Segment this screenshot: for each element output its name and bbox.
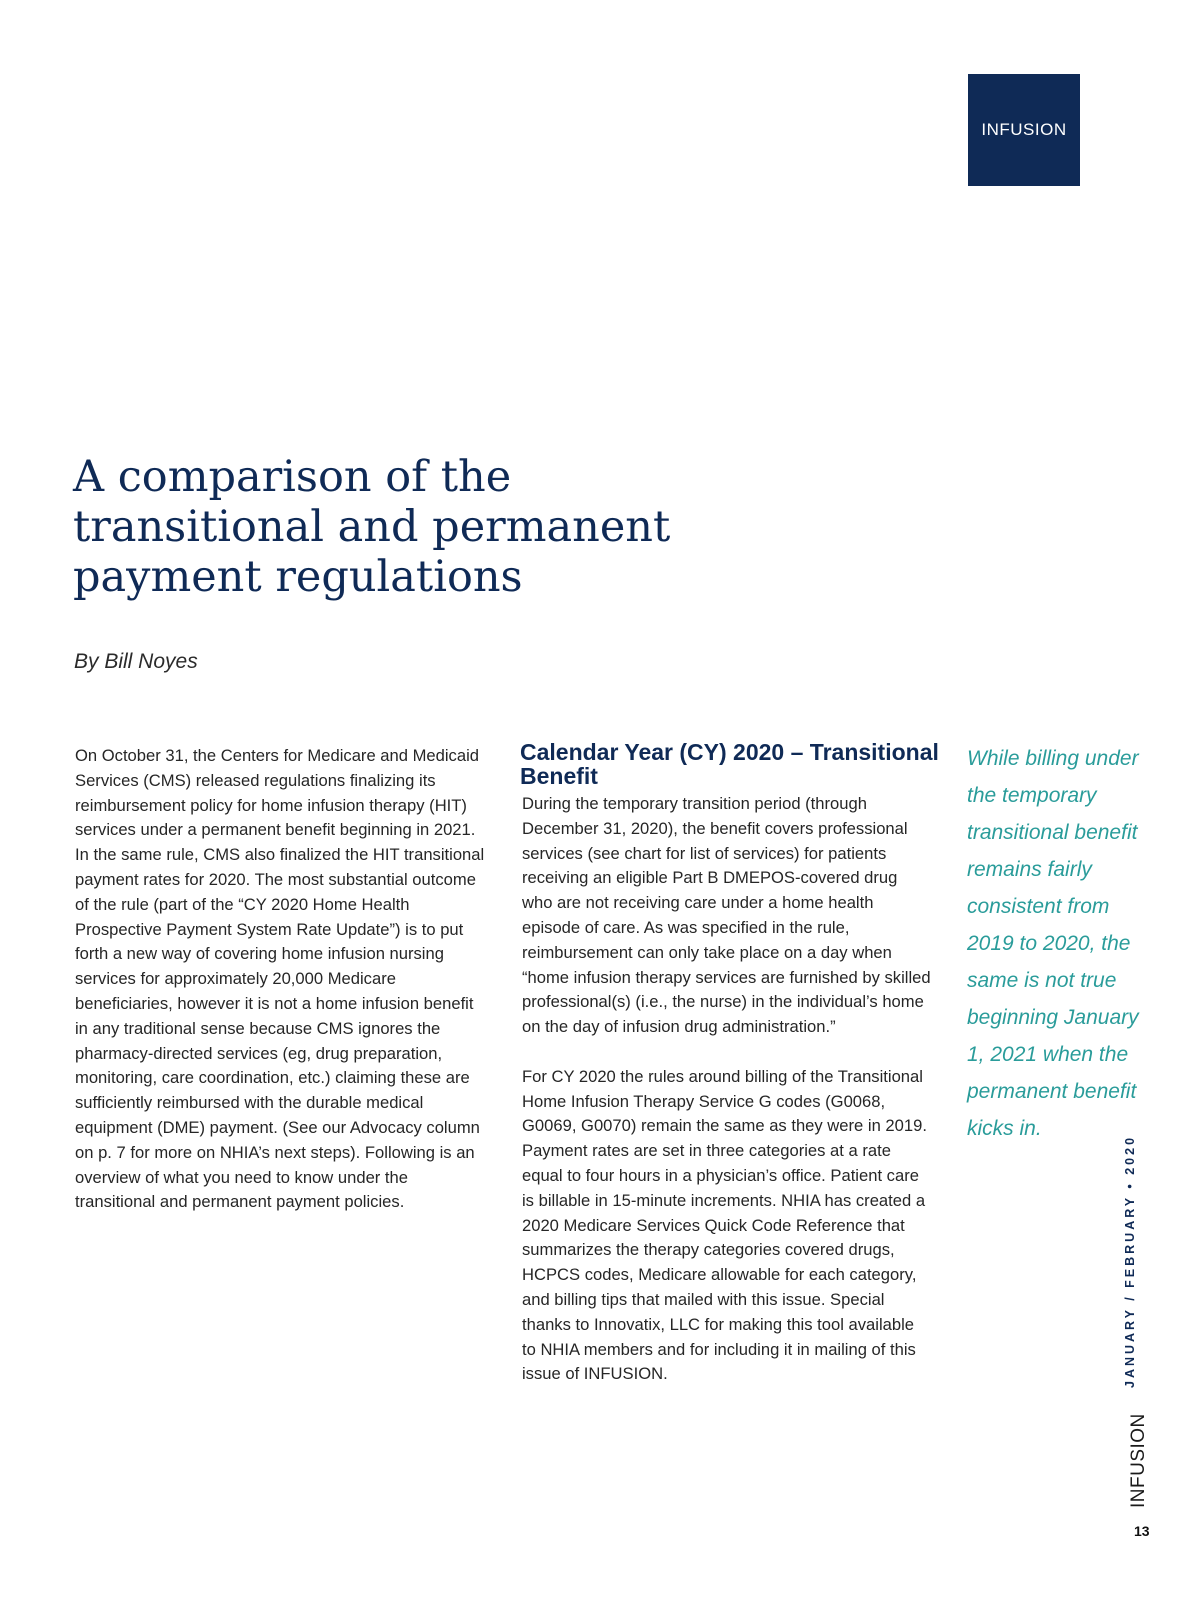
section-paragraph-1: During the temporary transition period (through December 31, 2020), the benefit covers professional services (see chart for list of services) for patients receiving an eligible Part B DMEPOS-covered drug who are not receiving care under a home health episode of care. As was specified in the rule, reimbursement can only take place on a day when “home infusion therapy services are furnished by skilled professional(s) (i.e., the nurse) in the individual’s home on the day of infusion drug administration.” <box>522 794 931 1037</box>
section-paragraph-2: For CY 2020 the rules around billing of the Transitional Home Infusion Therapy Service G codes (G0068, G0069, G0070) remain the same as they were in 2019. Payment rates are set in three categories at a rate equal to four hours in a physician’s office. Patient care is billable in 15-minute increments. NHIA has created a 2020 Medicare Services Quick Code Reference that summarizes the therapy categories covered drugs, HCPCS codes, Medicare allowable for each category, and billing tips that mailed with this issue. Special thanks to Innovatix, LLC for making this tool available to NHIA members and for including it in mailing of this issue of INFUSION. <box>522 1066 927 1384</box>
issue-date-text: JANUARY / FEBRUARY • 2020 <box>1123 1134 1137 1388</box>
section-heading: Calendar Year (CY) 2020 – Transitional Benefit <box>520 739 939 789</box>
byline: By Bill Noyes <box>74 650 198 673</box>
article-title: A comparison of the transitional and permanent payment regulations <box>73 452 671 602</box>
masthead-logo <box>968 74 1080 186</box>
footer-logo-text: INFUSION <box>1128 1413 1149 1508</box>
intro-column <box>75 744 485 1215</box>
logo-text: INFUSION <box>981 120 1067 139</box>
pull-quote: While billing under the temporary transitional benefit remains fairly consistent from 2019 to 2020, the same is not true beginning January 1, 2021 when the permanent benefit kicks in. <box>967 747 1139 1140</box>
section-column <box>522 792 932 1387</box>
page-number: 13 <box>1134 1523 1150 1539</box>
intro-paragraph: On October 31, the Centers for Medicare and Medicaid Services (CMS) released regulations finalizing its reimbursement policy for home infusion therapy (HIT) services under a permanent benefit beginning in 2021. In the same rule, CMS also finalized the HIT transitional payment rates for 2020. The most substantial outcome of the rule (part of the “CY 2020 Home Health Prospective Payment System Rate Update”) is to put forth a new way of covering home infusion nursing services for approximately 20,000 Medicare beneficiaries, however it is not a home infusion benefit in any traditional sense because CMS ignores the pharmacy-directed services (eg, drug preparation, monitoring, care coordination, etc.) claiming these are sufficiently reimbursed with the durable medical equipment (DME) payment. (See our Advocacy column on p. 7 for more on NHIA’s next steps). Following is an overview of what you need to know under the transitional and permanent payment policies. <box>75 746 485 1212</box>
